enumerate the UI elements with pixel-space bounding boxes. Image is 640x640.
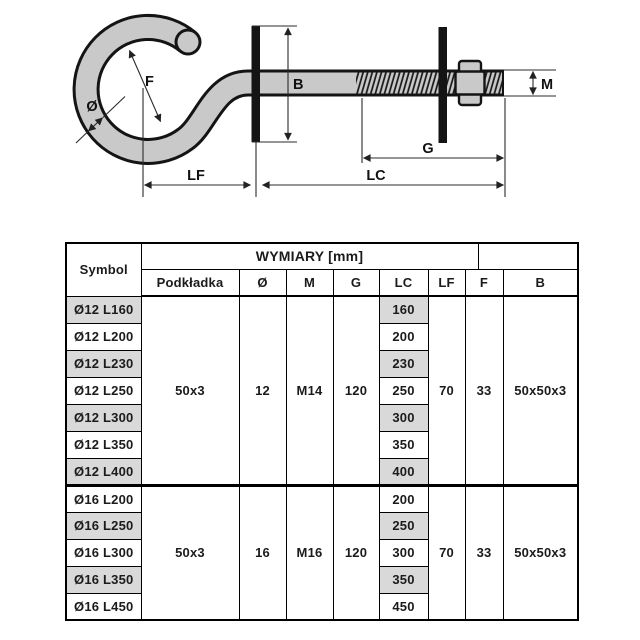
lc-cell: 300	[379, 539, 428, 566]
lc-cell: 250	[379, 377, 428, 404]
symbol-cell: Ø16 L300	[66, 539, 141, 566]
lc-cell: 230	[379, 350, 428, 377]
lc-cell: 350	[379, 431, 428, 458]
nut-body	[456, 72, 485, 95]
col-header-m: M	[286, 269, 333, 296]
b-cell: 50x50x3	[503, 485, 578, 620]
symbol-cell: Ø12 L200	[66, 323, 141, 350]
diameter-cell: 12	[239, 296, 286, 485]
dimension-lines	[76, 26, 556, 197]
hook-tip-ball	[178, 32, 199, 53]
lc-cell: 400	[379, 458, 428, 485]
table-title: WYMIARY [mm]	[141, 243, 478, 269]
header-spacer-cell	[478, 243, 578, 269]
col-header-b: B	[503, 269, 578, 296]
lc-cell: 160	[379, 296, 428, 323]
label-b: B	[293, 77, 304, 93]
label-lc: LC	[366, 168, 386, 184]
b-cell: 50x50x3	[503, 296, 578, 485]
symbol-cell: Ø16 L250	[66, 512, 141, 539]
lf-cell: 70	[428, 296, 465, 485]
lc-cell: 200	[379, 323, 428, 350]
left-washer-plate	[252, 26, 261, 142]
label-g: G	[422, 141, 434, 157]
col-header-lc: LC	[379, 269, 428, 296]
symbol-cell: Ø12 L400	[66, 458, 141, 485]
lc-cell: 300	[379, 404, 428, 431]
col-header-lf: LF	[428, 269, 465, 296]
symbol-cell: Ø12 L160	[66, 296, 141, 323]
symbol-cell: Ø12 L250	[66, 377, 141, 404]
symbol-cell: Ø12 L230	[66, 350, 141, 377]
symbol-cell: Ø16 L200	[66, 485, 141, 512]
symbol-cell: Ø16 L350	[66, 566, 141, 593]
right-washer-plate	[439, 27, 448, 143]
label-diameter: Ø	[86, 99, 98, 115]
lc-cell: 250	[379, 512, 428, 539]
podkladka-cell: 50x3	[141, 485, 239, 620]
symbol-cell: Ø12 L350	[66, 431, 141, 458]
col-header-g: G	[333, 269, 379, 296]
col-header-podkladka: Podkładka	[141, 269, 239, 296]
f-cell: 33	[465, 296, 503, 485]
diameter-cell: 16	[239, 485, 286, 620]
symbol-column-header: Symbol	[66, 243, 141, 296]
col-header-f: F	[465, 269, 503, 296]
col-header-diameter: Ø	[239, 269, 286, 296]
hex-nut	[456, 61, 485, 105]
thread-cell: M16	[286, 485, 333, 620]
lc-cell: 450	[379, 593, 428, 620]
dimensions-table	[65, 242, 579, 621]
f-cell: 33	[465, 485, 503, 620]
lf-cell: 70	[428, 485, 465, 620]
lc-cell: 200	[379, 485, 428, 512]
label-m: M	[541, 77, 554, 93]
podkladka-cell: 50x3	[141, 296, 239, 485]
label-f: F	[145, 74, 154, 90]
g-cell: 120	[333, 485, 379, 620]
thread-cell: M14	[286, 296, 333, 485]
g-cell: 120	[333, 296, 379, 485]
lc-cell: 350	[379, 566, 428, 593]
label-lf: LF	[187, 168, 205, 184]
symbol-cell: Ø12 L300	[66, 404, 141, 431]
hook-bolt-technical-drawing	[0, 0, 640, 238]
symbol-cell: Ø16 L450	[66, 593, 141, 620]
